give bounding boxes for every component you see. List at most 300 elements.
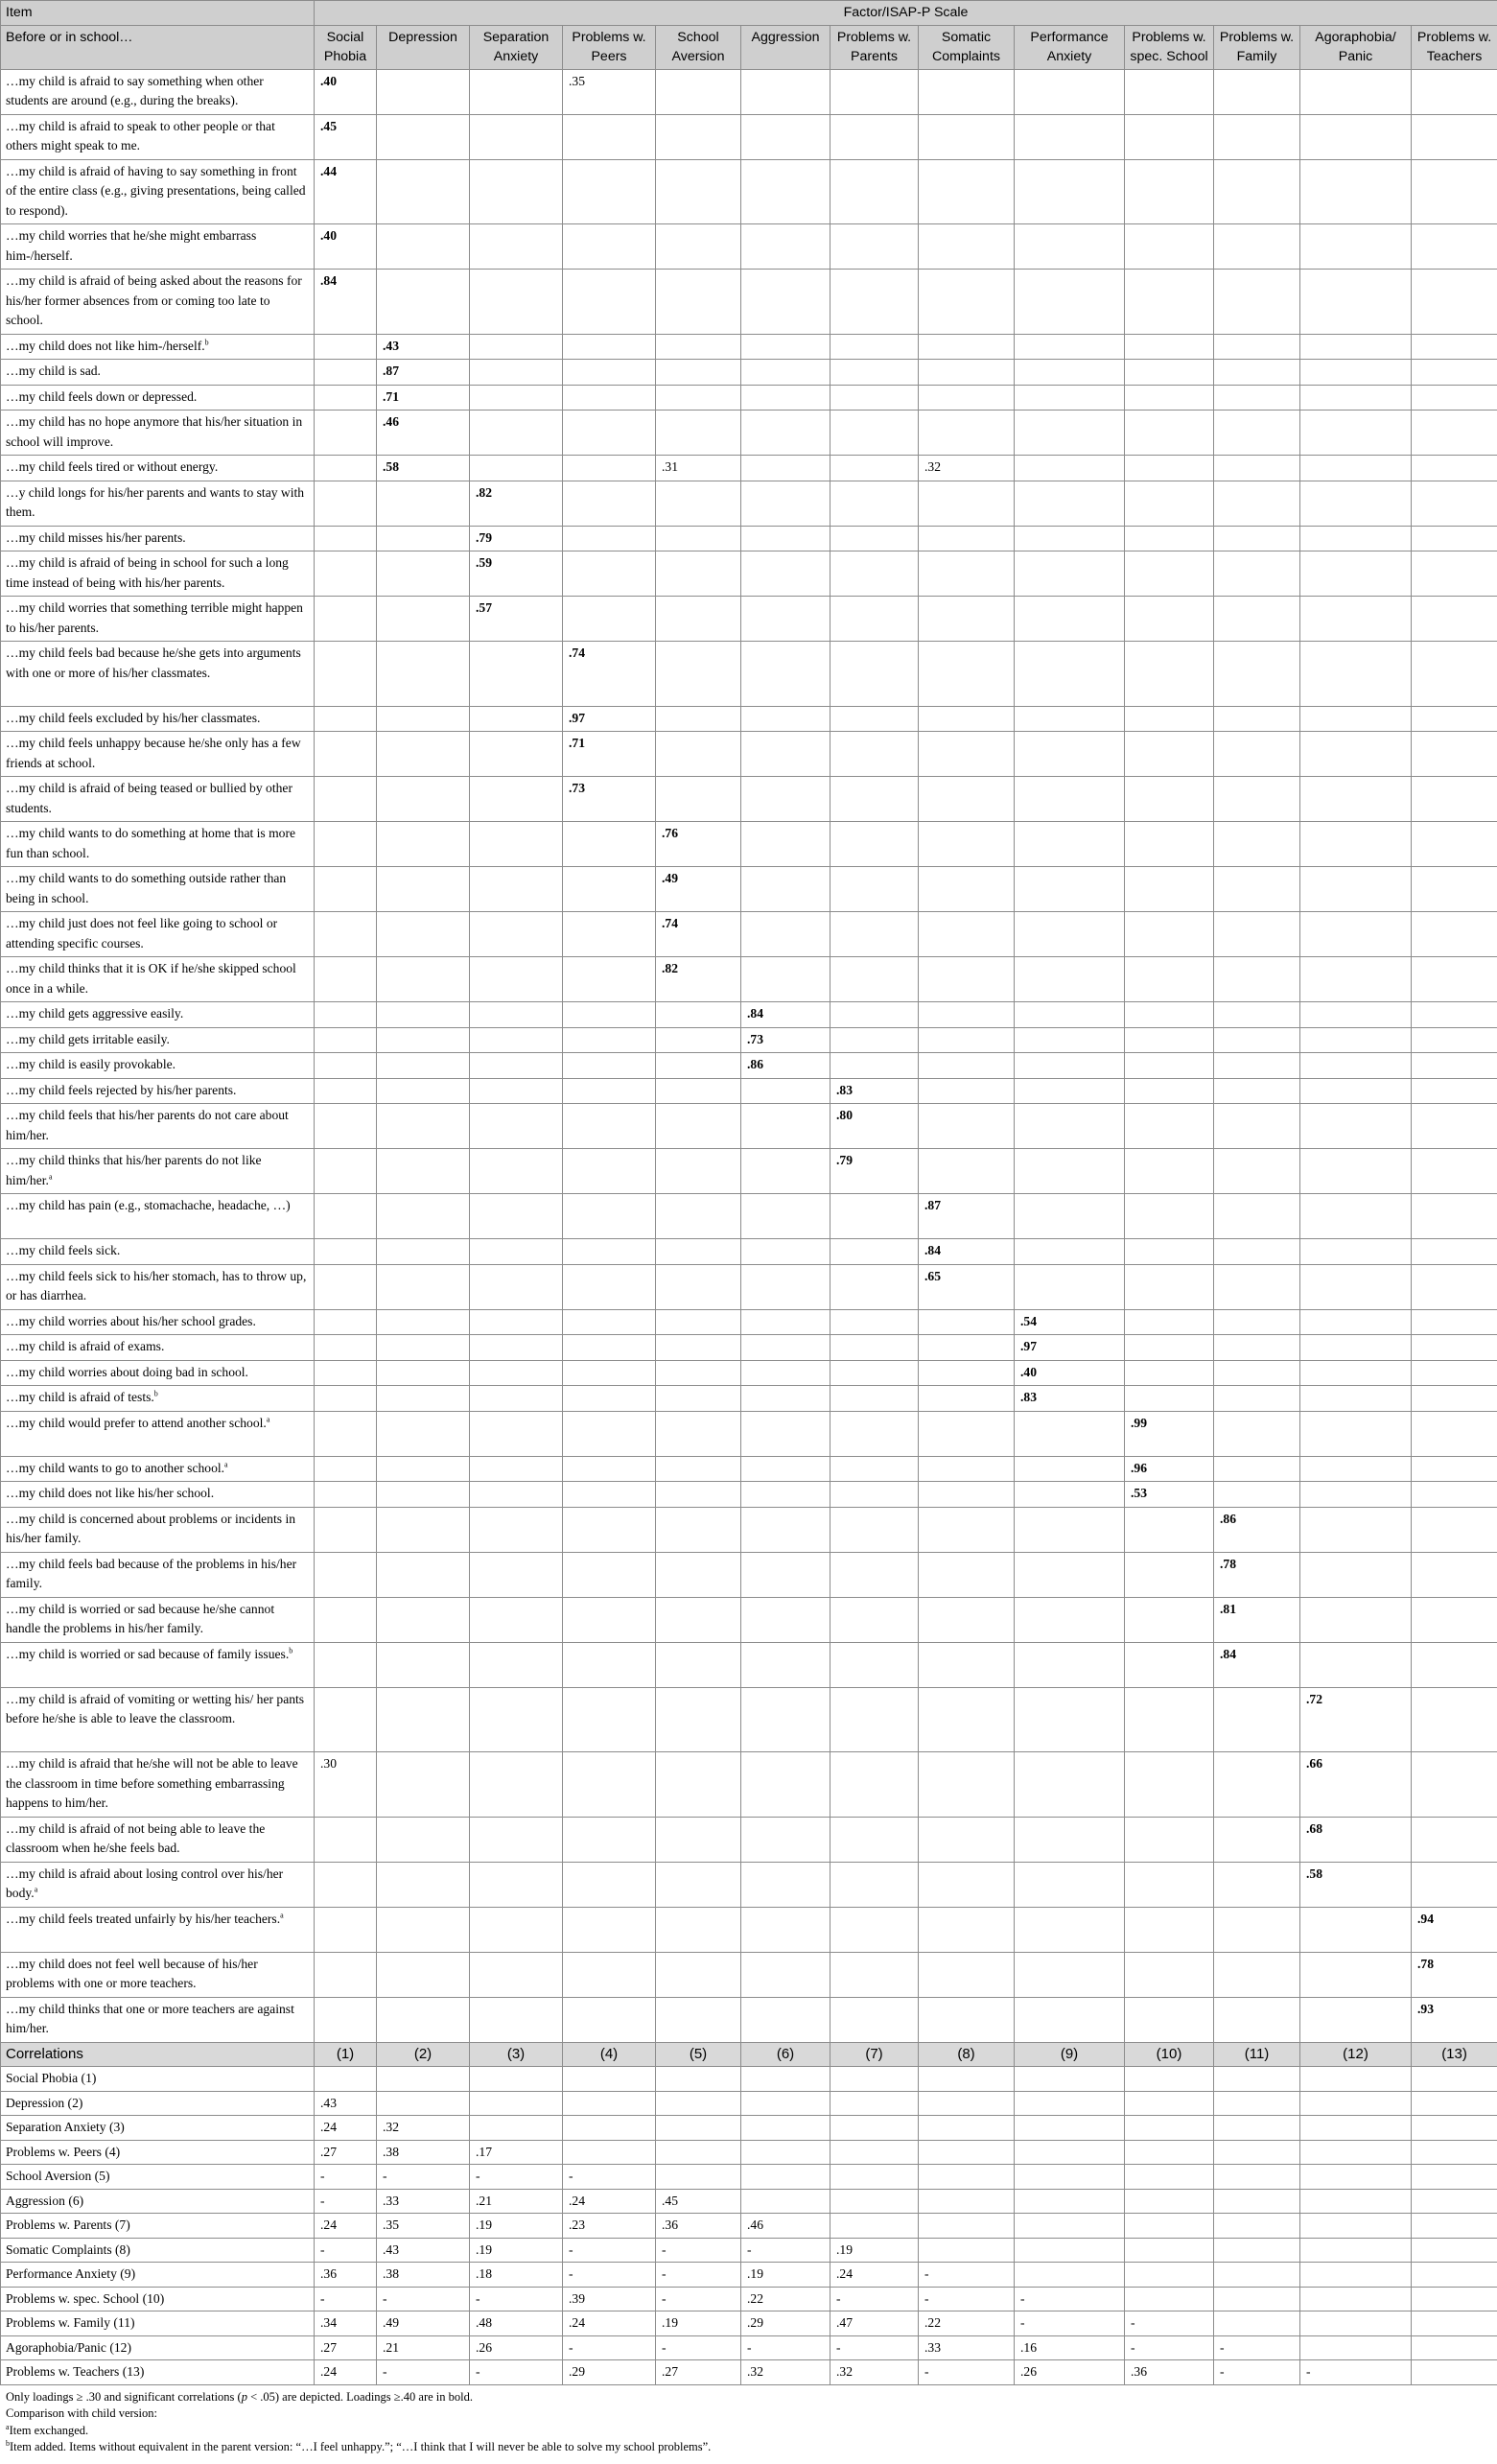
- loading-cell: .84: [741, 1002, 830, 1028]
- item-text-cell: [1, 334, 315, 360]
- loading-cell: [470, 1309, 563, 1335]
- correlation-column-header: (8): [919, 2042, 1015, 2067]
- correlation-cell: .24: [315, 2214, 377, 2239]
- loading-cell: [656, 1482, 741, 1508]
- loading-cell: [1015, 912, 1125, 957]
- correlation-cell: .24: [563, 2311, 656, 2336]
- loading-cell: .74: [656, 912, 741, 957]
- correlation-row-label: School Aversion (5): [1, 2165, 315, 2190]
- loading-cell: [1300, 1997, 1412, 2042]
- loading-cell: [656, 224, 741, 270]
- loading-cell: [1412, 385, 1497, 411]
- loading-cell: [919, 1002, 1015, 1028]
- loading-cell: [1214, 597, 1300, 642]
- loading-cell: [741, 481, 830, 526]
- correlation-cell: .46: [741, 2214, 830, 2239]
- item-text: …my child is afraid that he/she will not be able to leave the classroom in time before something embarrassing happens to him/her.: [6, 1756, 298, 1810]
- note-loadings: Only loadings ≥ .30 and significant correlations (p < .05) are depicted. Loadings ≥.40 are in bold.: [6, 2389, 473, 2404]
- loading-cell: [1300, 270, 1412, 335]
- loading-cell: [830, 1597, 919, 1642]
- loading-cell: [377, 1104, 470, 1149]
- loading-cell: [1125, 642, 1214, 707]
- table-row: [1, 270, 1497, 335]
- loading-cell: [470, 1386, 563, 1412]
- correlation-row-label: Problems w. Peers (4): [1, 2140, 315, 2165]
- loading-cell: [1412, 1335, 1497, 1361]
- loading-cell: [315, 732, 377, 777]
- correlation-column-header: (7): [830, 2042, 919, 2067]
- loading-cell: [656, 597, 741, 642]
- loading-cell: [563, 1002, 656, 1028]
- loading-cell: [741, 334, 830, 360]
- loading-cell: [1412, 114, 1497, 159]
- loading-cell: [1214, 69, 1300, 114]
- item-text-cell: [1, 1360, 315, 1386]
- loading-cell: [1214, 481, 1300, 526]
- table-row: [1, 551, 1497, 597]
- loading-cell: [1214, 777, 1300, 822]
- correlation-cell: [741, 2067, 830, 2092]
- loading-cell: [656, 1104, 741, 1149]
- item-text-cell: [1, 1309, 315, 1335]
- correlation-cell: .32: [830, 2360, 919, 2385]
- loading-cell: [741, 1194, 830, 1239]
- item-footnote-mark: b: [289, 1645, 293, 1654]
- loading-cell: [919, 867, 1015, 912]
- correlation-cell: [656, 2116, 741, 2141]
- loading-cell: [1300, 1194, 1412, 1239]
- loading-cell: [741, 1386, 830, 1412]
- correlation-cell: .36: [656, 2214, 741, 2239]
- loading-cell: [563, 1053, 656, 1079]
- loading-cell: .96: [1125, 1456, 1214, 1482]
- scale-header: Problems w. Peers: [563, 25, 656, 69]
- loading-cell: [741, 1552, 830, 1597]
- correlation-cell: -: [1015, 2287, 1125, 2311]
- loading-cell: .58: [1300, 1862, 1412, 1907]
- loading-cell: [741, 912, 830, 957]
- loading-cell: [377, 912, 470, 957]
- loading-cell: [1125, 1027, 1214, 1053]
- correlation-cell: [1125, 2116, 1214, 2141]
- loading-cell: [741, 551, 830, 597]
- correlation-column-header: (11): [1214, 2042, 1300, 2067]
- loading-cell: [377, 867, 470, 912]
- loading-cell: [1300, 1309, 1412, 1335]
- item-text: …my child worries that something terrible might happen to his/her parents.: [6, 600, 303, 635]
- loading-cell: [1125, 1642, 1214, 1687]
- item-text-cell: [1, 1552, 315, 1597]
- loading-cell: [1300, 1264, 1412, 1309]
- table-row: [1, 1482, 1497, 1508]
- loading-cell: [741, 411, 830, 456]
- item-text: …my child feels that his/her parents do not care about him/her.: [6, 1108, 289, 1142]
- loading-cell: [919, 1817, 1015, 1862]
- loading-cell: [315, 1360, 377, 1386]
- correlation-cell: [919, 2067, 1015, 2092]
- loading-cell: [919, 270, 1015, 335]
- item-text-cell: [1, 1907, 315, 1952]
- loading-cell: [656, 1053, 741, 1079]
- loading-cell: [470, 159, 563, 224]
- loading-cell: [470, 1411, 563, 1456]
- item-text: …my child is sad.: [6, 364, 101, 378]
- loading-cell: [563, 1239, 656, 1265]
- loading-cell: [563, 551, 656, 597]
- correlation-cell: [1125, 2214, 1214, 2239]
- item-text: …my child feels bad because of the problems in his/her family.: [6, 1556, 297, 1590]
- loading-cell: [1412, 69, 1497, 114]
- item-text: …my child has pain (e.g., stomachache, headache, …): [6, 1198, 291, 1212]
- loading-cell: [1015, 1952, 1125, 1997]
- loading-cell: .84: [1214, 1642, 1300, 1687]
- loading-cell: [1412, 1360, 1497, 1386]
- loading-cell: [377, 1149, 470, 1194]
- item-text-cell: [1, 1027, 315, 1053]
- loading-cell: [377, 1752, 470, 1818]
- item-text: …my child worries about his/her school grades.: [6, 1313, 256, 1328]
- loading-cell: [741, 114, 830, 159]
- loading-cell: [470, 385, 563, 411]
- table-row: [1, 1335, 1497, 1361]
- loading-cell: [470, 1027, 563, 1053]
- correlation-cell: [1412, 2067, 1497, 2092]
- loading-cell: [377, 1002, 470, 1028]
- correlation-cell: -: [315, 2165, 377, 2190]
- loading-cell: .71: [377, 385, 470, 411]
- loading-cell: [919, 706, 1015, 732]
- item-text: …my child does not like his/her school.: [6, 1486, 215, 1500]
- loading-cell: [830, 642, 919, 707]
- loading-cell: [563, 1642, 656, 1687]
- loading-cell: [741, 957, 830, 1002]
- loading-cell: [315, 411, 377, 456]
- correlation-row: [1, 2287, 1497, 2311]
- loading-cell: [1125, 385, 1214, 411]
- scale-header: Social Phobia: [315, 25, 377, 69]
- item-text: …my child wants to go to another school.: [6, 1460, 225, 1475]
- loading-cell: [563, 1507, 656, 1552]
- correlation-row: [1, 2335, 1497, 2360]
- loading-cell: [1214, 1194, 1300, 1239]
- item-text-cell: [1, 1386, 315, 1412]
- loading-cell: [1125, 270, 1214, 335]
- item-text-cell: [1, 551, 315, 597]
- loading-cell: [1125, 1264, 1214, 1309]
- loading-cell: [377, 1552, 470, 1597]
- table-row: [1, 1053, 1497, 1079]
- loading-cell: [1300, 597, 1412, 642]
- loading-cell: [1125, 456, 1214, 481]
- table-row: [1, 912, 1497, 957]
- item-text-cell: [1, 732, 315, 777]
- loading-cell: [656, 1862, 741, 1907]
- loading-cell: [1015, 1104, 1125, 1149]
- item-text: …my child feels excluded by his/her classmates.: [6, 710, 261, 725]
- table-row: [1, 1817, 1497, 1862]
- loading-cell: [377, 777, 470, 822]
- loading-cell: [470, 1687, 563, 1752]
- correlation-cell: .36: [1125, 2360, 1214, 2385]
- loading-cell: [1300, 1027, 1412, 1053]
- item-text: …my child is afraid of being asked about the reasons for his/her former absences from or coming too late to school.: [6, 273, 302, 327]
- loading-cell: [563, 1952, 656, 1997]
- correlation-cell: [919, 2238, 1015, 2263]
- loading-cell: [1412, 597, 1497, 642]
- loading-cell: [470, 114, 563, 159]
- loading-cell: [741, 1360, 830, 1386]
- loading-cell: [1214, 551, 1300, 597]
- loading-cell: .78: [1412, 1952, 1497, 1997]
- loading-cell: [470, 411, 563, 456]
- scale-header: Performance Anxiety: [1015, 25, 1125, 69]
- correlation-cell: [1412, 2263, 1497, 2288]
- loading-cell: .87: [377, 360, 470, 386]
- loading-cell: [830, 1817, 919, 1862]
- loading-cell: [470, 456, 563, 481]
- loading-cell: [1015, 526, 1125, 551]
- loading-cell: [919, 1078, 1015, 1104]
- loading-cell: [656, 1335, 741, 1361]
- table-row: [1, 1386, 1497, 1412]
- item-text-cell: [1, 1952, 315, 1997]
- loading-cell: .40: [1015, 1360, 1125, 1386]
- correlation-cell: -: [563, 2335, 656, 2360]
- loading-cell: [1214, 1952, 1300, 1997]
- loading-cell: [315, 1597, 377, 1642]
- correlation-cell: [1015, 2238, 1125, 2263]
- loading-cell: [563, 224, 656, 270]
- correlation-cell: .43: [315, 2091, 377, 2116]
- correlation-cell: -: [830, 2287, 919, 2311]
- correlation-cell: -: [563, 2263, 656, 2288]
- loading-cell: [741, 1104, 830, 1149]
- loading-cell: [377, 822, 470, 867]
- loading-cell: [377, 1482, 470, 1508]
- correlation-cell: .22: [741, 2287, 830, 2311]
- loading-cell: [1015, 551, 1125, 597]
- loading-cell: [919, 159, 1015, 224]
- loading-cell: [1214, 912, 1300, 957]
- loading-cell: [1412, 1507, 1497, 1552]
- loading-cell: [919, 1907, 1015, 1952]
- loading-cell: [1300, 1411, 1412, 1456]
- loading-cell: [1015, 706, 1125, 732]
- correlation-cell: [1125, 2091, 1214, 2116]
- loading-cell: [315, 1194, 377, 1239]
- loading-cell: [470, 1239, 563, 1265]
- correlation-row-label: Agoraphobia/Panic (12): [1, 2335, 315, 2360]
- loading-cell: [741, 706, 830, 732]
- correlation-cell: [830, 2116, 919, 2141]
- loading-cell: [830, 1507, 919, 1552]
- loading-cell: [470, 867, 563, 912]
- correlation-column-header: (6): [741, 2042, 830, 2067]
- loading-cell: [563, 1386, 656, 1412]
- loading-cell: [563, 1360, 656, 1386]
- loading-cell: [656, 1027, 741, 1053]
- loading-cell: [1125, 1907, 1214, 1952]
- loading-cell: [470, 1482, 563, 1508]
- table-row: [1, 1194, 1497, 1239]
- loading-cell: [830, 1456, 919, 1482]
- correlation-rows: [1, 2042, 1497, 2384]
- item-text: …my child is afraid to say something when other students are around (e.g., during the breaks).: [6, 73, 264, 107]
- correlation-cell: .17: [470, 2140, 563, 2165]
- correlation-cell: -: [377, 2360, 470, 2385]
- loading-cell: [741, 1752, 830, 1818]
- loading-cell: [741, 224, 830, 270]
- loading-cell: [1300, 411, 1412, 456]
- correlation-cell: .36: [315, 2263, 377, 2288]
- loading-cell: [377, 1817, 470, 1862]
- correlation-cell: .35: [377, 2214, 470, 2239]
- loading-cell: [830, 1239, 919, 1265]
- correlation-cell: -: [656, 2263, 741, 2288]
- correlation-cell: [1300, 2214, 1412, 2239]
- correlation-cell: [1412, 2189, 1497, 2214]
- scale-header: Problems w. Family: [1214, 25, 1300, 69]
- loading-cell: [470, 1907, 563, 1952]
- scale-header: School Aversion: [656, 25, 741, 69]
- loading-cell: [919, 1360, 1015, 1386]
- table-row: [1, 1687, 1497, 1752]
- correlation-row: [1, 2214, 1497, 2239]
- item-text: …my child feels sick to his/her stomach, has to throw up, or has diarrhea.: [6, 1268, 307, 1302]
- item-text-cell: [1, 867, 315, 912]
- correlation-cell: .27: [315, 2335, 377, 2360]
- loading-cell: [470, 270, 563, 335]
- loading-cell: [315, 1507, 377, 1552]
- loading-cell: [1300, 1335, 1412, 1361]
- loading-cell: [470, 1997, 563, 2042]
- loading-cell: [1125, 1194, 1214, 1239]
- loading-cell: .40: [315, 69, 377, 114]
- correlation-row-label: Performance Anxiety (9): [1, 2263, 315, 2288]
- loading-cell: [656, 334, 741, 360]
- loading-cell: [1412, 1104, 1497, 1149]
- correlation-cell: [1300, 2263, 1412, 2288]
- loading-cell: [830, 1482, 919, 1508]
- loading-cell: [377, 957, 470, 1002]
- loading-cell: [830, 732, 919, 777]
- correlation-cell: [470, 2116, 563, 2141]
- loading-cell: [1412, 1149, 1497, 1194]
- correlation-row-label: Somatic Complaints (8): [1, 2238, 315, 2263]
- loading-cell: [830, 1002, 919, 1028]
- loading-cell: [1300, 1552, 1412, 1597]
- loading-cell: .66: [1300, 1752, 1412, 1818]
- correlations-label: Correlations: [1, 2042, 315, 2067]
- loading-cell: [1300, 1053, 1412, 1079]
- loading-cell: [470, 1507, 563, 1552]
- item-text-cell: [1, 777, 315, 822]
- loading-cell: .82: [656, 957, 741, 1002]
- loading-cell: [377, 551, 470, 597]
- correlation-column-header: (10): [1125, 2042, 1214, 2067]
- correlation-cell: [1300, 2091, 1412, 2116]
- correlation-cell: [1300, 2189, 1412, 2214]
- correlation-cell: -: [919, 2287, 1015, 2311]
- correlation-column-header: (2): [377, 2042, 470, 2067]
- correlation-cell: .19: [656, 2311, 741, 2336]
- loading-cell: [919, 957, 1015, 1002]
- item-text: …my child is afraid of having to say something in front of the entire class (e.g., giving presentations, being called to respond).: [6, 163, 306, 218]
- loading-cell: [830, 1194, 919, 1239]
- loading-cell: [377, 114, 470, 159]
- loading-cell: [1125, 159, 1214, 224]
- loading-cell: [1214, 1027, 1300, 1053]
- correlation-cell: [741, 2140, 830, 2165]
- loading-cell: [563, 1552, 656, 1597]
- loading-cell: [1214, 1411, 1300, 1456]
- loading-cell: [1412, 270, 1497, 335]
- correlation-cell: [741, 2091, 830, 2116]
- loading-cell: .78: [1214, 1552, 1300, 1597]
- correlation-cell: [830, 2091, 919, 2116]
- loading-cell: [830, 1752, 919, 1818]
- correlation-cell: [1214, 2214, 1300, 2239]
- loading-cell: [1214, 1997, 1300, 2042]
- loading-cell: [1300, 912, 1412, 957]
- correlation-cell: .16: [1015, 2335, 1125, 2360]
- loading-cell: [1214, 1386, 1300, 1412]
- loading-cell: [741, 1862, 830, 1907]
- correlation-row: [1, 2263, 1497, 2288]
- loading-cell: [1412, 706, 1497, 732]
- correlation-cell: [1015, 2263, 1125, 2288]
- correlation-cell: -: [741, 2238, 830, 2263]
- loading-cell: .68: [1300, 1817, 1412, 1862]
- loading-cell: [377, 732, 470, 777]
- loading-cell: [1125, 481, 1214, 526]
- loading-cell: [563, 456, 656, 481]
- correlation-cell: [377, 2067, 470, 2092]
- loading-cell: [1125, 1002, 1214, 1028]
- loading-cell: [563, 334, 656, 360]
- loading-cell: [377, 1952, 470, 1997]
- correlation-cell: [563, 2067, 656, 2092]
- loading-cell: [919, 1687, 1015, 1752]
- correlation-cell: [1015, 2214, 1125, 2239]
- loading-cell: [741, 456, 830, 481]
- correlation-cell: -: [470, 2360, 563, 2385]
- loading-cell: [741, 1239, 830, 1265]
- loading-cell: [563, 1817, 656, 1862]
- loading-cell: [1300, 1386, 1412, 1412]
- loading-cell: [656, 1552, 741, 1597]
- item-text-cell: [1, 1597, 315, 1642]
- loading-cell: [919, 360, 1015, 386]
- loading-cell: [470, 1264, 563, 1309]
- loading-cell: [315, 642, 377, 707]
- loading-cell: [470, 706, 563, 732]
- loading-cell: [741, 526, 830, 551]
- loading-cell: [563, 360, 656, 386]
- loading-cell: [1300, 1597, 1412, 1642]
- correlation-cell: [377, 2091, 470, 2116]
- loading-cell: [830, 1952, 919, 1997]
- correlation-cell: [919, 2140, 1015, 2165]
- loading-cell: [1015, 1411, 1125, 1456]
- item-text: …my child misses his/her parents.: [6, 529, 186, 545]
- loading-cell: [377, 69, 470, 114]
- item-text-cell: [1, 1149, 315, 1194]
- correlation-row-label: Problems w. Family (11): [1, 2311, 315, 2336]
- loading-cell: [315, 777, 377, 822]
- loading-cell: [315, 334, 377, 360]
- loading-cell: [1214, 456, 1300, 481]
